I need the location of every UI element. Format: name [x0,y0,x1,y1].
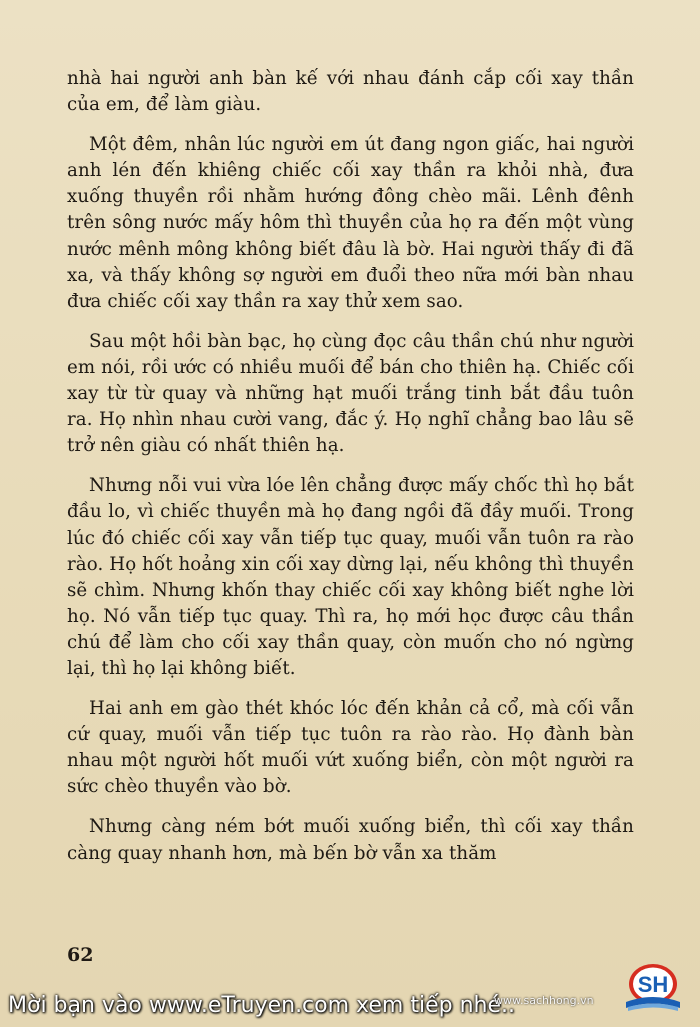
paragraph: Nhưng nỗi vui vừa lóe lên chẳng được mấy chốc thì họ bắt đầu lo, vì chiếc thuyền mà họ đang ngồi đã đầy muối. Trong lúc đó chiếc cối xay vẫn tiếp tục quay, muối vẫn tuôn ra rào rào. Họ hốt hoảng xin cối xay dừng lại, nếu không thì thuyền sẽ chìm. Nhưng khốn thay chiếc cối xay không biết nghe lời họ. Nó vẫn tiếp tục quay. Thì ra, họ mới học được câu thần chú để làm cho cối xay thần quay, còn muốn cho nó ngừng lại, thì họ lại không biết. [67,475,634,679]
logo-letters: SH [637,972,669,997]
paragraph: nhà hai người anh bàn kế với nhau đánh cắp cối xay thần của em, để làm giàu. [67,68,634,116]
paragraph: Một đêm, nhân lúc người em út đang ngon giấc, hai người anh lén đến khiêng chiếc cối xay thần ra khỏi nhà, đưa xuống thuyền rồi nhằm hướng đông chèo mãi. Lênh đênh trên sông nước mấy hôm thì thuyền của họ ra đến một vùng nước mênh mông không biết đâu là bờ. Hai người thấy đi đã xa, và thấy không sợ người em đuổi theo nữa mới bàn nhau đưa chiếc cối xay thần ra xay thử xem sao. [67,134,634,312]
page-number: 62 [67,944,94,966]
paragraph: Sau một hồi bàn bạc, họ cùng đọc câu thần chú như người em nói, rồi ước có nhiều muối để bán cho thiên hạ. Chiếc cối xay từ từ quay và những hạt muối trắng tinh bắt đầu tuôn ra. Họ nhìn nhau cười vang, đắc ý. Họ nghĩ chẳng bao lâu sẽ trở nên giàu có nhất thiên hạ. [67,330,634,457]
site-url-text: www.sachhong.vn [494,994,594,1007]
page-body-text [67,66,634,881]
sachhong-logo-icon [622,962,684,1014]
paragraph: Nhưng càng ném bớt muối xuống biển, thì cối xay thần càng quay nhanh hơn, mà bến bờ vẫn xa thăm [67,816,634,864]
paragraph: Hai anh em gào thét khóc lóc đến khản cả cổ, mà cối vẫn cứ quay, muối vẫn tiếp tục tuôn ra rào rào. Họ đành bàn nhau một người hốt muối vứt xuống biển, còn một người ra sức chèo thuyền vào bờ. [67,698,634,798]
watermark-link-text[interactable]: Mời bạn vào www.eTruyen.com xem tiếp nhé.. [8,993,515,1018]
